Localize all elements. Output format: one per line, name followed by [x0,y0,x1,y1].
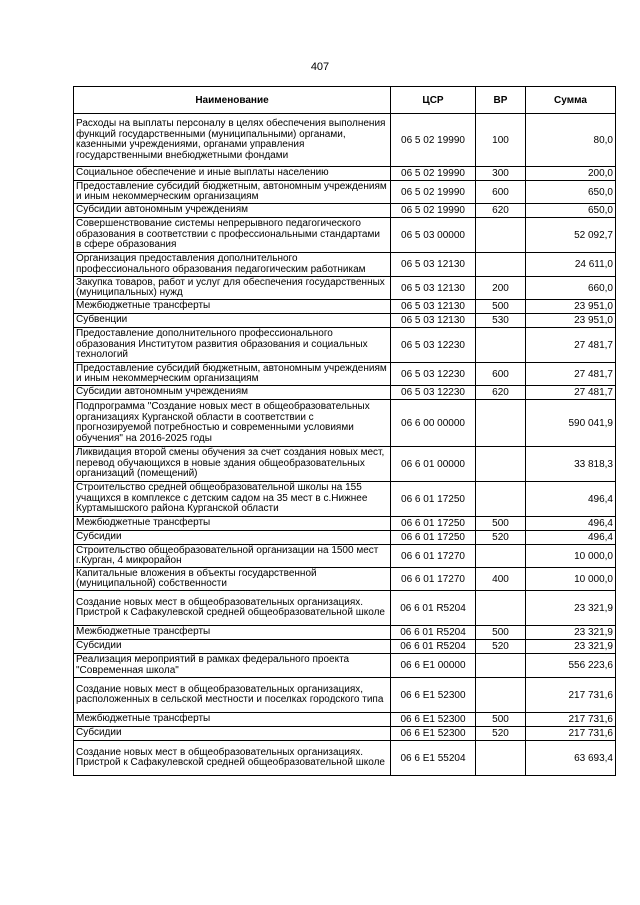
cell-name: Совершенствование системы непрерывного педагогического образования в соответствии с профессиональными стандартами в сфере образования [74,218,391,253]
cell-vr: 600 [476,181,526,204]
table-row [74,727,616,741]
cell-vr: 620 [476,204,526,218]
cell-sum: 496,4 [526,531,616,545]
cell-vr: 500 [476,517,526,531]
table-row [74,591,616,626]
cell-sum: 27 481,7 [526,328,616,363]
cell-csr: 06 6 01 R5204 [391,591,476,626]
cell-name: Создание новых мест в общеобразовательных организациях. Пристрой к Сафакулевской средней общеобразовательной школе [74,591,391,626]
cell-name: Межбюджетные трансферты [74,626,391,640]
cell-vr [476,218,526,253]
cell-csr: 06 5 02 19990 [391,181,476,204]
cell-vr [476,447,526,482]
cell-name: Ликвидация второй смены обучения за счет создания новых мест, перевод обучающихся в новые здания общеобразовательных организаций (помещений) [74,447,391,482]
cell-name: Предоставление дополнительного профессионального образования Институтом развития образования и социальных технологий [74,328,391,363]
cell-csr: 06 6 00 00000 [391,400,476,447]
cell-vr [476,741,526,776]
table-row [74,314,616,328]
cell-vr [476,678,526,713]
cell-sum: 23 321,9 [526,640,616,654]
table-row [74,328,616,363]
cell-sum: 200,0 [526,167,616,181]
table-row [74,114,616,167]
cell-name: Строительство общеобразовательной организации на 1500 мест г.Курган, 4 микрорайон [74,545,391,568]
cell-vr: 530 [476,314,526,328]
cell-vr: 520 [476,531,526,545]
cell-vr [476,400,526,447]
cell-csr: 06 6 01 17250 [391,531,476,545]
cell-vr: 500 [476,300,526,314]
table-row [74,253,616,277]
cell-csr: 06 6 01 17270 [391,545,476,568]
table-row [74,531,616,545]
column-header-csr: ЦСР [391,87,476,114]
cell-sum: 496,4 [526,517,616,531]
cell-name: Реализация мероприятий в рамках федерального проекта "Современная школа" [74,654,391,678]
cell-csr: 06 6 01 R5204 [391,640,476,654]
cell-vr: 500 [476,626,526,640]
cell-csr: 06 5 02 19990 [391,114,476,167]
cell-sum: 10 000,0 [526,568,616,591]
cell-vr: 200 [476,277,526,300]
cell-name: Предоставление субсидий бюджетным, автономным учреждениям и иным некоммерческим организациям [74,363,391,386]
cell-vr: 520 [476,640,526,654]
table-row [74,181,616,204]
cell-vr [476,591,526,626]
cell-name: Субсидии [74,531,391,545]
cell-name: Предоставление субсидий бюджетным, автономным учреждениям и иным некоммерческим организациям [74,181,391,204]
cell-vr: 300 [476,167,526,181]
cell-name: Подпрограмма "Создание новых мест в общеобразовательных организациях Курганской области в соответствии с прогнозируемой потребностью и современными условиями обучения" на 2016-2025 годы [74,400,391,447]
cell-sum: 496,4 [526,482,616,517]
cell-vr: 400 [476,568,526,591]
cell-name: Субвенции [74,314,391,328]
cell-csr: 06 5 02 19990 [391,167,476,181]
cell-sum: 217 731,6 [526,713,616,727]
cell-csr: 06 6 01 00000 [391,447,476,482]
page-number: 407 [310,61,330,73]
cell-csr: 06 5 03 12230 [391,363,476,386]
table-row [74,386,616,400]
table-row [74,626,616,640]
column-header-vr: ВР [476,87,526,114]
cell-sum: 23 951,0 [526,300,616,314]
table-row [74,400,616,447]
table-row [74,447,616,482]
cell-sum: 217 731,6 [526,727,616,741]
cell-csr: 06 5 02 19990 [391,204,476,218]
table-row [74,482,616,517]
table-row [74,545,616,568]
cell-vr: 500 [476,713,526,727]
cell-vr: 600 [476,363,526,386]
table-header-row [74,87,616,114]
table-row [74,640,616,654]
cell-csr: 06 5 03 00000 [391,218,476,253]
cell-name: Межбюджетные трансферты [74,300,391,314]
cell-name: Расходы на выплаты персоналу в целях обеспечения выполнения функций государственными (муниципальными) органами, казенными учреждениями, органами управления государственными внебюджетными фондами [74,114,391,167]
cell-sum: 63 693,4 [526,741,616,776]
cell-name: Создание новых мест в общеобразовательных организациях, расположенных в сельской местности и поселках городского типа [74,678,391,713]
table-row [74,713,616,727]
table-row [74,218,616,253]
cell-csr: 06 6 E1 52300 [391,713,476,727]
cell-name: Субсидии автономным учреждениям [74,204,391,218]
table-row [74,568,616,591]
cell-name: Создание новых мест в общеобразовательных организациях. Пристрой к Сафакулевской средней общеобразовательной школе [74,741,391,776]
cell-csr: 06 6 01 17250 [391,482,476,517]
cell-name: Социальное обеспечение и иные выплаты населению [74,167,391,181]
cell-sum: 23 321,9 [526,591,616,626]
table-row [74,678,616,713]
cell-csr: 06 6 01 17250 [391,517,476,531]
cell-sum: 27 481,7 [526,386,616,400]
cell-csr: 06 6 E1 55204 [391,741,476,776]
cell-csr: 06 5 03 12130 [391,277,476,300]
cell-sum: 660,0 [526,277,616,300]
cell-name: Субсидии [74,727,391,741]
cell-name: Организация предоставления дополнительного профессионального образования педагогическим работникам [74,253,391,277]
cell-vr: 520 [476,727,526,741]
cell-sum: 33 818,3 [526,447,616,482]
cell-name: Субсидии [74,640,391,654]
table-row [74,167,616,181]
table-row [74,741,616,776]
cell-csr: 06 5 03 12130 [391,253,476,277]
cell-csr: 06 6 01 R5204 [391,626,476,640]
cell-csr: 06 6 E1 00000 [391,654,476,678]
cell-sum: 650,0 [526,204,616,218]
cell-vr [476,253,526,277]
cell-sum: 24 611,0 [526,253,616,277]
cell-csr: 06 5 03 12130 [391,314,476,328]
cell-sum: 52 092,7 [526,218,616,253]
cell-csr: 06 6 E1 52300 [391,678,476,713]
table-row [74,204,616,218]
table-row [74,300,616,314]
cell-vr: 620 [476,386,526,400]
cell-sum: 217 731,6 [526,678,616,713]
cell-sum: 650,0 [526,181,616,204]
cell-sum: 23 321,9 [526,626,616,640]
cell-csr: 06 6 E1 52300 [391,727,476,741]
cell-name: Закупка товаров, работ и услуг для обеспечения государственных (муниципальных) нужд [74,277,391,300]
column-header-name: Наименование [74,87,391,114]
cell-sum: 590 041,9 [526,400,616,447]
cell-sum: 80,0 [526,114,616,167]
cell-sum: 556 223,6 [526,654,616,678]
cell-name: Межбюджетные трансферты [74,517,391,531]
cell-name: Субсидии автономным учреждениям [74,386,391,400]
cell-sum: 23 951,0 [526,314,616,328]
cell-vr [476,482,526,517]
cell-csr: 06 6 01 17270 [391,568,476,591]
cell-name: Строительство средней общеобразовательной школы на 155 учащихся в комплексе с детским садом на 35 мест в с.Нижнее Куртамышского района Курганской области [74,482,391,517]
cell-vr [476,654,526,678]
cell-csr: 06 5 03 12230 [391,328,476,363]
cell-name: Межбюджетные трансферты [74,713,391,727]
cell-vr [476,545,526,568]
cell-name: Капитальные вложения в объекты государственной (муниципальной) собственности [74,568,391,591]
table-row [74,277,616,300]
cell-csr: 06 5 03 12230 [391,386,476,400]
budget-table [73,86,616,776]
table-row [74,517,616,531]
cell-csr: 06 5 03 12130 [391,300,476,314]
column-header-sum: Сумма [526,87,616,114]
table-row [74,363,616,386]
cell-vr: 100 [476,114,526,167]
table-row [74,654,616,678]
cell-sum: 27 481,7 [526,363,616,386]
cell-vr [476,328,526,363]
cell-sum: 10 000,0 [526,545,616,568]
